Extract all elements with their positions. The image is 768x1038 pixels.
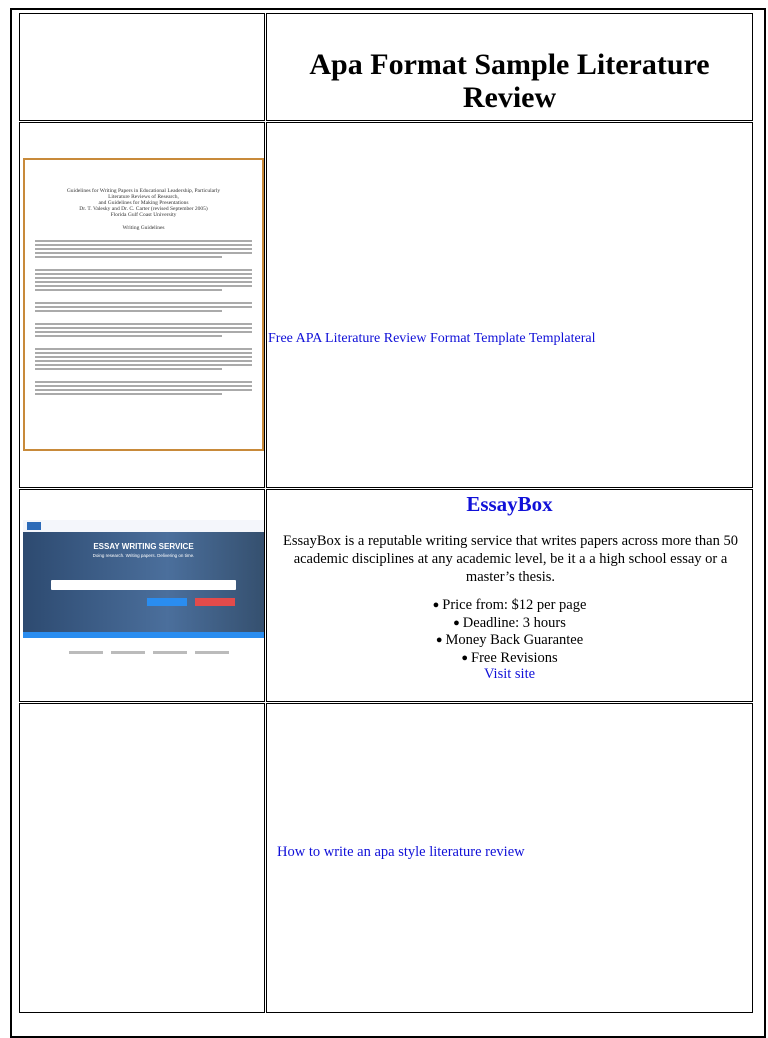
doc-heading-line: and Guidelines for Making Presentations <box>98 200 189 206</box>
title-cell <box>266 13 753 121</box>
empty-cell <box>19 13 265 121</box>
description-line: EssayBox is a reputable writing service that writes papers across more than 50 <box>282 533 738 549</box>
bullet-icon: ● <box>432 599 440 611</box>
essaybox-title-link[interactable]: EssayBox <box>466 492 553 516</box>
feature-item: ● Deadline: 3 hours <box>453 614 566 631</box>
link-cell <box>266 703 753 1013</box>
thumbnail-cell <box>19 122 265 488</box>
doc-affiliation-line: Florida Gulf Coast University <box>110 212 177 218</box>
essaybox-description <box>267 532 752 586</box>
doc-heading-line: Guidelines for Writing Papers in Educational Leadership, Particularly <box>66 188 221 194</box>
page-title: Apa Format Sample Literature Review <box>309 48 710 114</box>
doc-section-title: Writing Guidelines <box>122 225 165 231</box>
feature-item: ● Money Back Guarantee <box>435 632 584 648</box>
bullet-icon: ● <box>453 616 460 629</box>
description-line: master’s thesis. <box>465 569 556 585</box>
feature-list <box>267 597 752 667</box>
feature-item: ● Free Revisions <box>461 649 558 666</box>
bullet-icon: ● <box>461 651 469 664</box>
apa-guide-link[interactable]: How to write an apa style literature review <box>277 844 525 860</box>
doc-author-line: Dr. T. Valesky and Dr. C. Carter (revised September 2005) <box>79 206 208 212</box>
hero-title: ESSAY WRITING SERVICE <box>93 542 194 551</box>
description-line: academic disciplines at any academic level, be it a a high school essay or a <box>293 551 728 567</box>
hero-subtitle: Doing research. Writing papers. Delivering on time. <box>92 553 195 558</box>
essaybox-logo <box>27 522 41 530</box>
document-thumbnail[interactable] <box>23 158 264 451</box>
bullet-icon: ● <box>435 634 443 646</box>
essaybox-screenshot[interactable] <box>23 520 264 665</box>
feature-item: ● Price from: $12 per page <box>432 597 587 613</box>
empty-thumbnail-cell <box>19 703 265 1013</box>
visit-site-link[interactable]: Visit site <box>483 666 536 682</box>
thumbnail-cell <box>19 489 265 702</box>
link-cell <box>266 122 753 488</box>
template-link[interactable]: Free APA Literature Review Format Template Templateral <box>268 331 596 346</box>
essaybox-cell <box>266 489 753 702</box>
doc-heading-line: Literature Reviews of Research, <box>108 194 179 200</box>
